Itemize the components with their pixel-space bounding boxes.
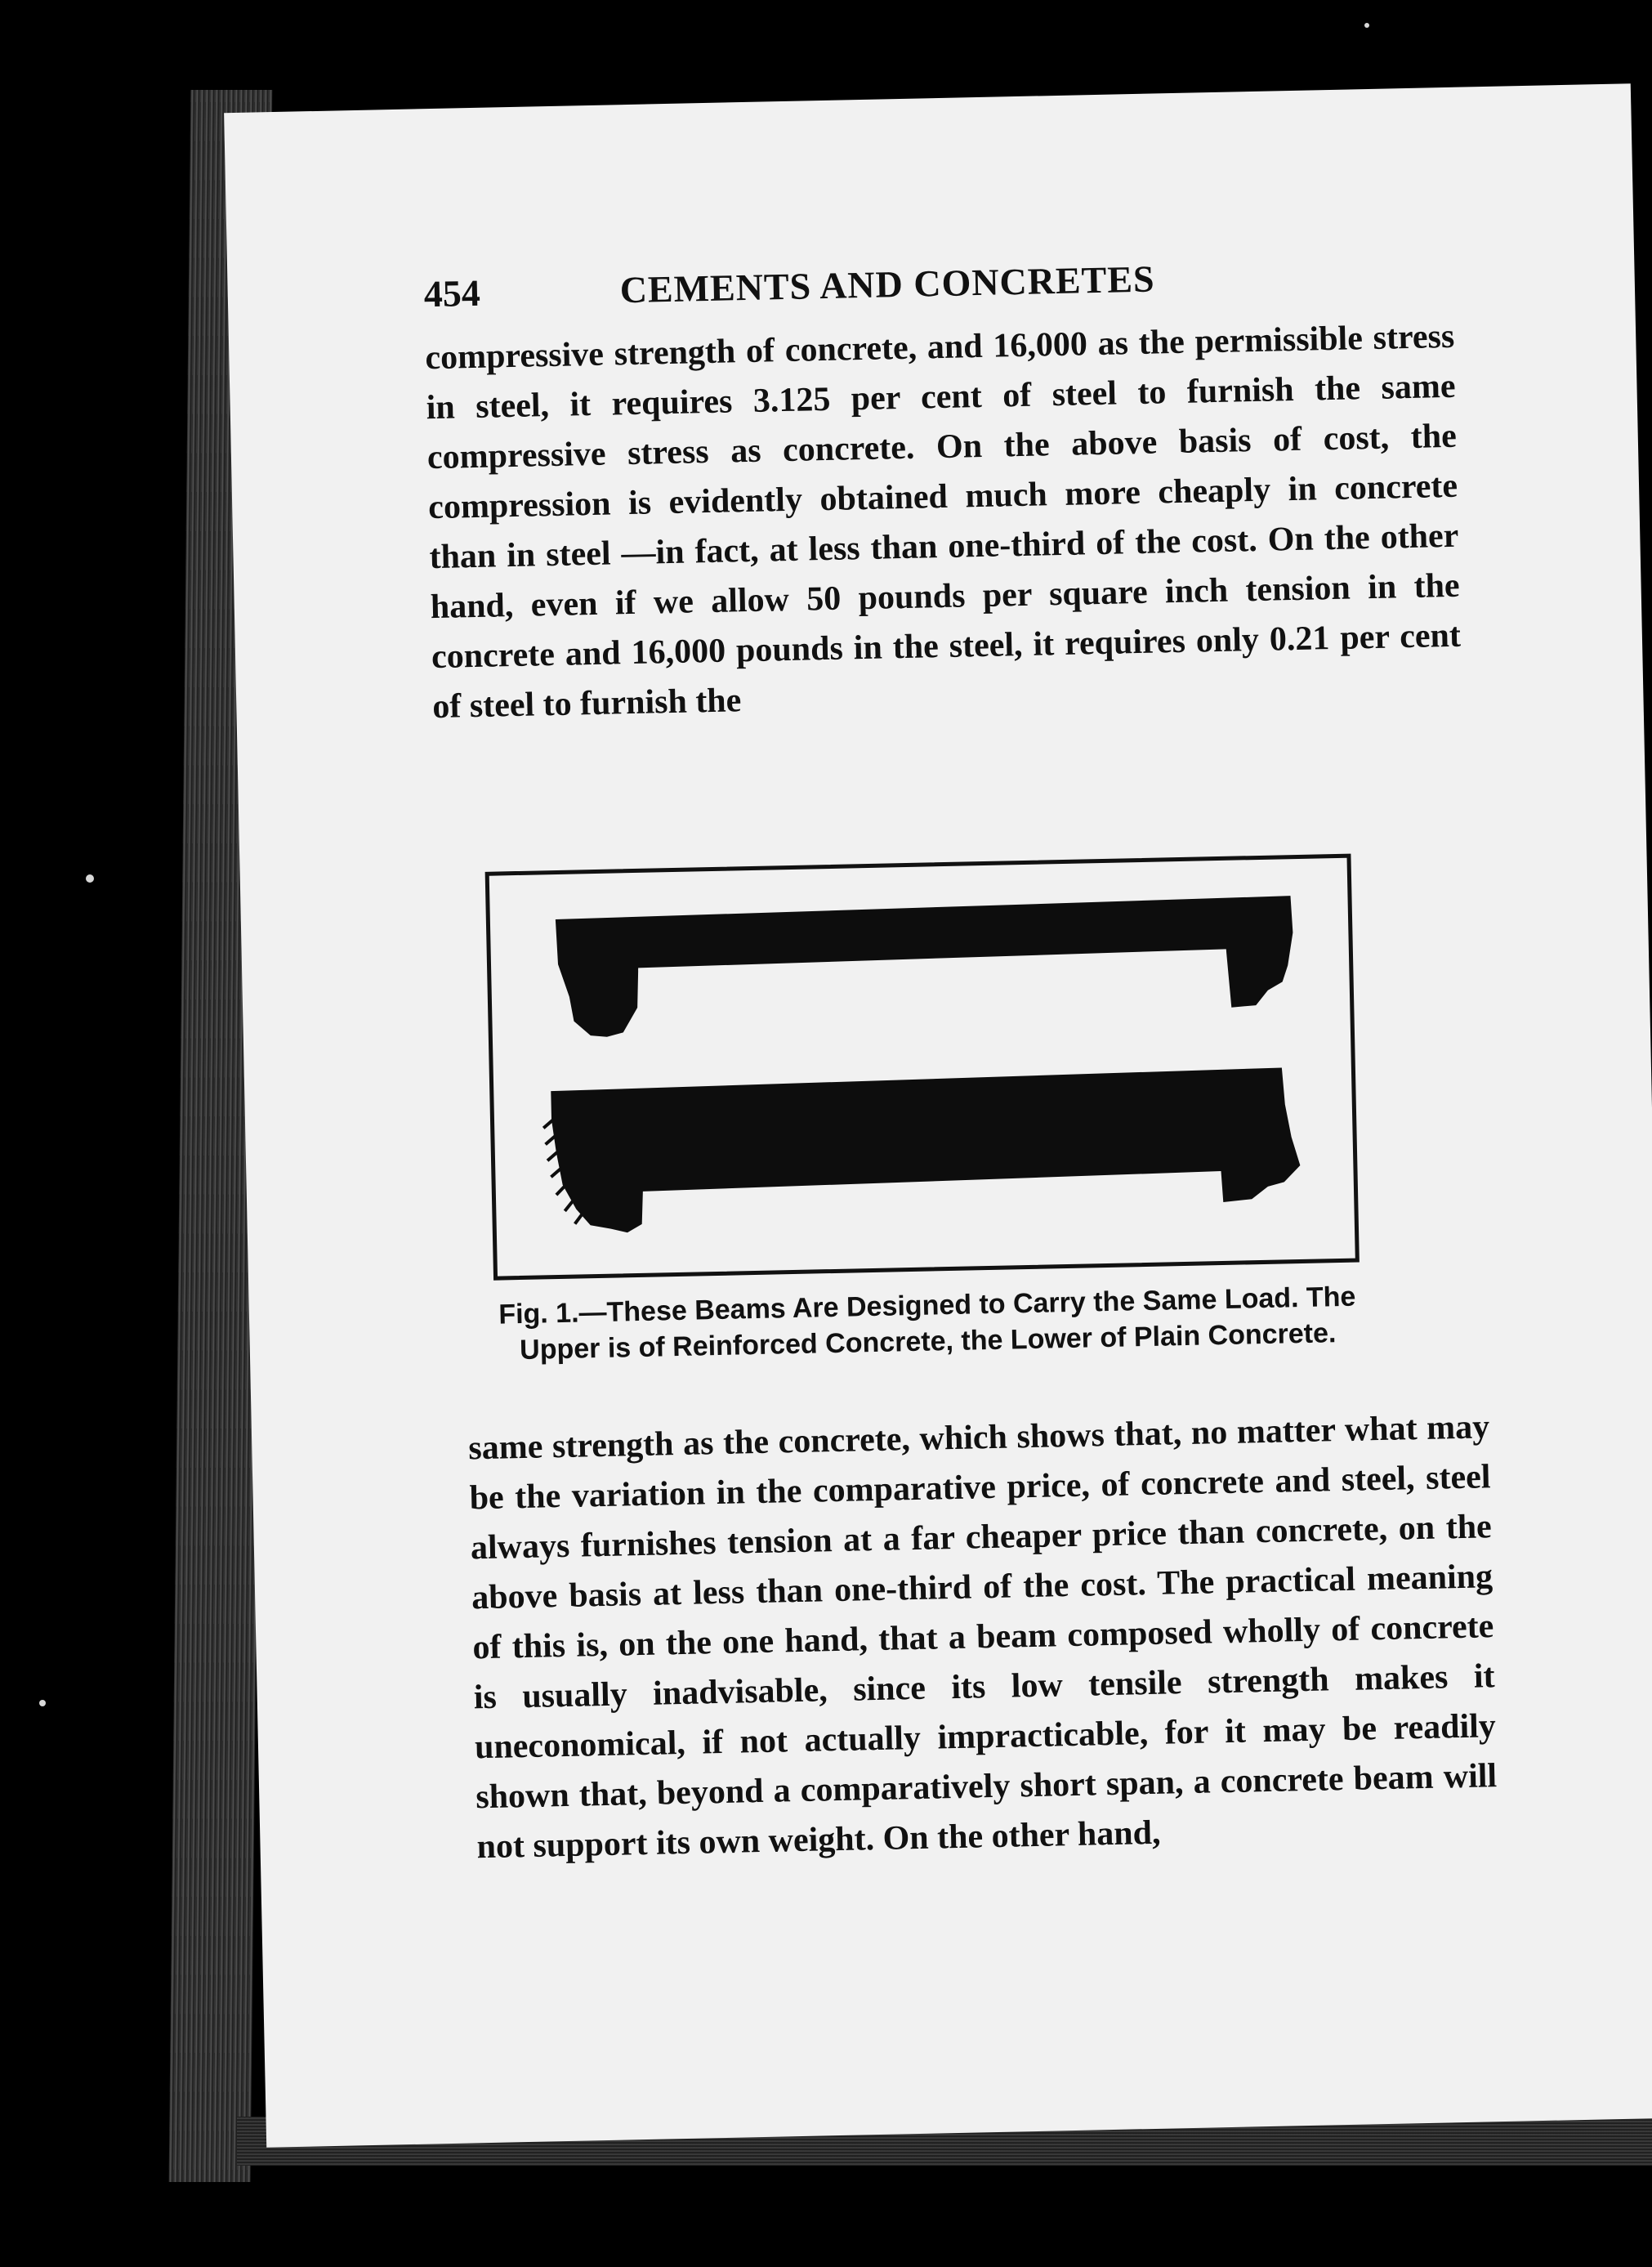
paragraph-after-figure: same strength as the concrete, which shows that, no matter what may be the variation in the comparative price, of concrete and steel, steel always furnishes tension at a far cheaper price than concrete, on the above basis at less than one-third of the cost. The practical meaning of this is, on the one hand, that a beam composed wholly of concrete is usually inadvisable, since its low tensile strength makes it uneconomical, if not actually impracticable, for it may be readily shown that, beyond a comparatively short span, a concrete beam will not support its own weight. On the other hand, (467, 1408, 1498, 1867)
scan-speck (39, 1700, 46, 1706)
scan-speck (86, 874, 94, 883)
scan-speck (1364, 23, 1369, 28)
beams-illustration (489, 858, 1355, 1277)
book-page (224, 83, 1652, 2148)
reinforced-concrete-beam (556, 896, 1295, 1038)
figure-beams (485, 854, 1360, 1281)
plain-concrete-beam (542, 1067, 1302, 1234)
figure-caption: Fig. 1.—These Beams Are Designed to Carry the Same Load. The Upper is of Reinforced Concrete, the Lower of Plain Concrete. (498, 1281, 1356, 1366)
running-head: CEMENTS AND CONCRETES (619, 257, 1156, 311)
page-number: 454 (423, 271, 481, 315)
paragraph-before-figure: compressive strength of concrete, and 16,000 as the permissible stress in steel, it requires 3.125 per cent of steel to furnish the same compressive stress as concrete. On the above basis of cost, the compression is evidently obtained much more cheaply in concrete than in steel —in fact, at less than one-third of the cost. On the other hand, even if we allow 50 pounds per square inch tension in the concrete and 16,000 pounds in the steel, it requires only 0.21 per cent of steel to furnish the (424, 317, 1462, 727)
